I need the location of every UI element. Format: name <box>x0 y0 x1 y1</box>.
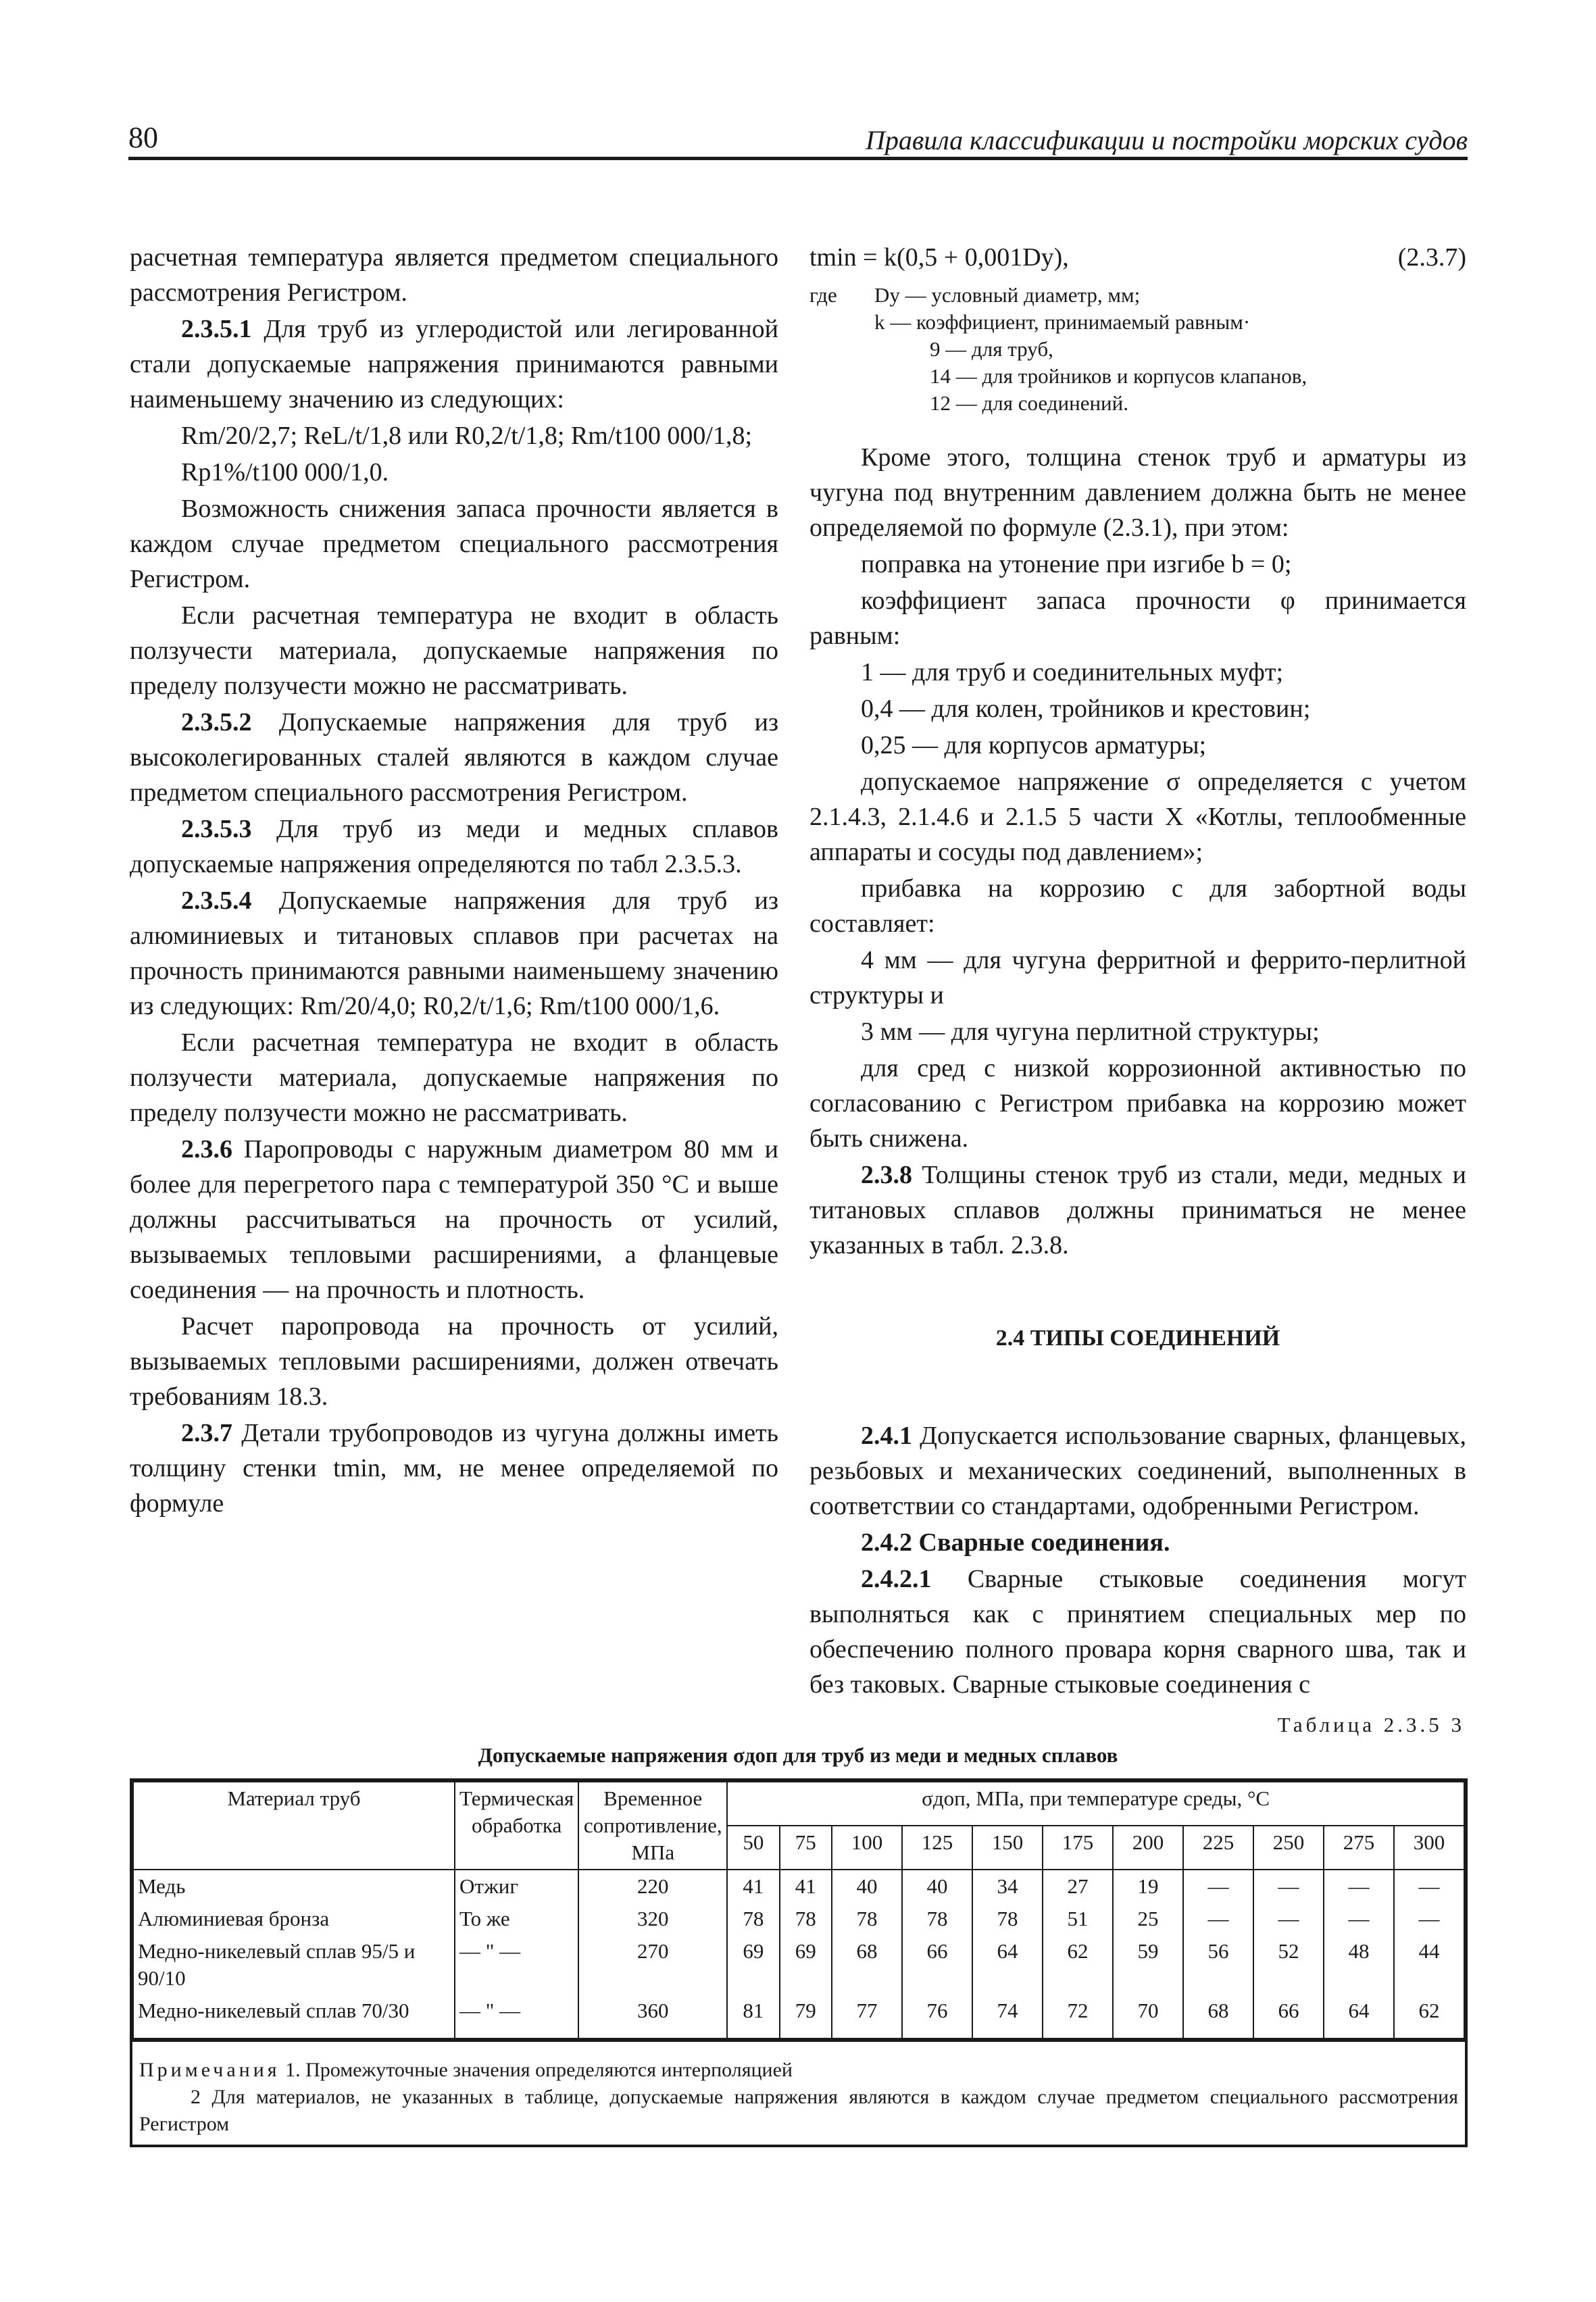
paragraph: Возможность снижения запаса прочности является в каждом случае предметом специального рассмотрения Регистром. <box>130 495 778 593</box>
cell-value: 52 <box>1253 1935 1324 1995</box>
paragraph: Если расчетная температура не входит в область ползучести материала, допускаемые напряжения по пределу ползучести можно не рассматривать. <box>130 601 778 700</box>
paragraph: Расчет паропровода на прочность от усилий, вызываемых тепловыми расширениями, должен отвечать требованиям 18.3. <box>130 1312 778 1411</box>
cell-value: 41 <box>727 1870 779 1903</box>
cell-value: 64 <box>972 1935 1043 1995</box>
cell-value: 40 <box>902 1870 972 1903</box>
paragraph: расчетная температура является предметом специального рассмотрения Регистром. <box>130 243 778 307</box>
cell-value: 69 <box>780 1935 832 1995</box>
where-block <box>809 282 1466 417</box>
clause-number: 2.3.5.2 <box>181 708 252 736</box>
where-label: где <box>809 283 837 307</box>
cell-strength: 220 <box>578 1870 727 1903</box>
header-temperature: 250 <box>1253 1826 1324 1870</box>
cell-value: 66 <box>902 1935 972 1995</box>
clause-2-3-5-1 <box>130 311 778 417</box>
header-temperature: 100 <box>832 1826 902 1870</box>
clause-number: 2.3.6 <box>181 1135 232 1163</box>
cell-value: 48 <box>1324 1935 1394 1995</box>
where-item: 14 — для тройников и корпусов клапанов, <box>930 364 1307 388</box>
cell-value: 40 <box>832 1870 902 1903</box>
table-title: Допускаемые напряжения σдоп для труб из меди и медных сплавов <box>478 1743 1118 1767</box>
cell-value: — <box>1324 1870 1394 1903</box>
cell-value: 44 <box>1394 1935 1464 1995</box>
cell-strength: 270 <box>578 1935 727 1995</box>
header-temperature: 125 <box>902 1826 972 1870</box>
cell-value: 78 <box>902 1903 972 1935</box>
cell-treatment: Отжиг <box>455 1870 578 1903</box>
clause-text: Допускаемые напряжения для труб из алюминиевых и титановых сплавов при расчетах на прочность принимаются равными наименьшему значению из следующих: Rm/20/4,0; R0,2/t/1,6; Rm/t100 000/1,6. <box>130 886 778 1020</box>
clause-text: Для труб из меди и медных сплавов допускаемые напряжения определяются по табл 2.3.5.3. <box>130 815 778 878</box>
header-temperature: 175 <box>1043 1826 1113 1870</box>
cell-value: — <box>1253 1903 1324 1935</box>
where-item: Dy — условный диаметр, мм; <box>874 283 1141 307</box>
formula-2-3-7 <box>809 240 1466 275</box>
cell-material: Медь <box>133 1870 455 1903</box>
cell-value: 41 <box>780 1870 832 1903</box>
clause-2-4-1 <box>809 1418 1466 1524</box>
cell-value: 78 <box>832 1903 902 1935</box>
cell-value: 74 <box>972 1995 1043 2038</box>
cell-value: 59 <box>1113 1935 1183 1995</box>
cell-value: 78 <box>972 1903 1043 1935</box>
header-temperature: 200 <box>1113 1826 1183 1870</box>
paragraph: прибавка на коррозию c для забортной воды составляет: <box>809 874 1466 938</box>
clause-text: Допускается использование сварных, фланцевых, резьбовых и механических соединений, выполненных в соответствии со стандартами, одобренными Регистром. <box>809 1422 1466 1520</box>
clause-number: 2.3.5.1 <box>181 315 252 343</box>
header-temperature: 300 <box>1394 1826 1464 1870</box>
cell-value: — <box>1253 1870 1324 1903</box>
header-temperature: 75 <box>780 1826 832 1870</box>
clause-number: 2.3.7 <box>181 1419 232 1447</box>
note-1 <box>139 2057 1458 2084</box>
cell-treatment: То же <box>455 1903 578 1935</box>
cell-value: 79 <box>780 1995 832 2038</box>
clause-2-3-7 <box>130 1416 778 1521</box>
cell-value: 64 <box>1324 1995 1394 2038</box>
paragraph: Кроме этого, толщина стенок труб и арматуры из чугуна под внутренним давлением должна быть не менее определяемой по формуле (2.3.1), при этом: <box>809 443 1466 542</box>
clause-number: 2.4.1 <box>861 1422 912 1450</box>
list-item: 4 мм — для чугуна ферритной и феррито-перлитной структуры и <box>809 946 1466 1009</box>
cell-value: 78 <box>727 1903 779 1935</box>
cell-value: — <box>1183 1903 1253 1935</box>
cell-value: 76 <box>902 1995 972 2038</box>
table-row <box>133 1870 1464 1903</box>
cell-value: 69 <box>727 1935 779 1995</box>
right-column <box>809 240 1466 1703</box>
clause-text: Паропроводы с наружным диаметром 80 мм и более для перегретого пара с температурой 350 °С и выше должны рассчитываться на прочность от усилий, вызываемых тепловыми расширениями, а фланцевые соединения — на прочность и плотность. <box>130 1135 778 1304</box>
formula-line: Rp1%/t100 000/1,0. <box>181 458 389 486</box>
note-2: 2 Для материалов, не указанных в таблице, допускаемые напряжения являются в каждом случае предметом специального рассмотрения Регистром <box>139 2086 1458 2135</box>
cell-value: 68 <box>832 1935 902 1995</box>
cell-value: 62 <box>1043 1935 1113 1995</box>
header-treatment: Термическая обработка <box>455 1782 578 1870</box>
header-material: Материал труб <box>133 1782 455 1870</box>
cell-value: 62 <box>1394 1995 1464 2038</box>
where-item: 12 — для соединений. <box>930 391 1128 415</box>
header-sigma: σдоп, МПа, при температуре среды, °С <box>727 1782 1464 1826</box>
paragraph: Если расчетная температура не входит в область ползучести материала, допускаемые напряжения по пределу ползучести можно не рассматривать. <box>130 1028 778 1127</box>
subsection-heading: 2.4.2 Сварные соединения. <box>861 1528 1170 1557</box>
formula-number: (2.3.7) <box>1397 243 1466 272</box>
clause-number: 2.3.5.4 <box>181 886 252 915</box>
cell-value: — <box>1324 1903 1394 1935</box>
paragraph: допускаемое напряжение σ определяется с учетом 2.1.4.3, 2.1.4.6 и 2.1.5 5 части X «Котлы, теплообменные аппараты и сосуды под давлением»; <box>809 768 1466 866</box>
clause-2-3-6 <box>130 1132 778 1307</box>
clause-2-3-5-4 <box>130 883 778 1024</box>
clause-text: Толщины стенок труб из стали, меди, медных и титановых сплавов должны приниматься не менее указанных в табл. 2.3.8. <box>809 1161 1466 1259</box>
cell-value: 25 <box>1113 1903 1183 1935</box>
header-strength: Временное сопротивление, МПа <box>578 1782 727 1870</box>
cell-strength: 320 <box>578 1903 727 1935</box>
formula-line: Rm/20/2,7; ReL/t/1,8 или R0,2/t/1,8; Rm/t100 000/1,8; <box>181 422 753 450</box>
table-notes <box>132 2039 1465 2145</box>
cell-material: Алюминиевая бронза <box>133 1903 455 1935</box>
clause-text: Допускаемые напряжения для труб из высоколегированных сталей являются в каждом случае предметом специального рассмотрения Регистром. <box>130 708 778 807</box>
cell-value: 34 <box>972 1870 1043 1903</box>
cell-value: — <box>1394 1870 1464 1903</box>
table-row <box>133 1903 1464 1935</box>
where-item: k — коэффициент, принимаемый равным· <box>874 310 1251 334</box>
paragraph: поправка на утонение при изгибе b = 0; <box>861 550 1292 578</box>
table-row <box>133 1935 1464 1995</box>
cell-value: 68 <box>1183 1995 1253 2038</box>
clause-2-3-8 <box>809 1157 1466 1263</box>
cell-value: 77 <box>832 1995 902 2038</box>
cell-value: 70 <box>1113 1995 1183 2038</box>
list-item: 3 мм — для чугуна перлитной структуры; <box>861 1018 1320 1046</box>
formula: tmin = k(0,5 + 0,001Dy), <box>809 243 1069 272</box>
clause-number: 2.3.8 <box>861 1161 912 1189</box>
cell-value: 72 <box>1043 1995 1113 2038</box>
cell-material: Медно-никелевый сплав 95/5 и 90/10 <box>133 1935 455 1995</box>
clause-2-3-5-3 <box>130 811 778 882</box>
header-rule <box>128 157 1468 160</box>
cell-value: — <box>1183 1870 1253 1903</box>
header-temperature: 225 <box>1183 1826 1253 1870</box>
notes-label: Примечания <box>139 2059 280 2081</box>
page-number: 80 <box>128 121 158 154</box>
clause-text: Сварные стыковые соединения могут выполняться как с принятием специальных мер по обеспечению полного провара корня сварного шва, так и без таковых. Сварные стыковые соединения с <box>809 1565 1466 1699</box>
clause-text: Для труб из углеродистой или легированной стали допускаемые напряжения принимаются равными наименьшему значению из следующих: <box>130 315 778 414</box>
running-title: Правила классификации и постройки морских судов <box>865 125 1468 155</box>
where-item: 9 — для труб, <box>930 337 1053 361</box>
cell-value: 56 <box>1183 1935 1253 1995</box>
paragraph: коэффициент запаса прочности φ принимается равным: <box>809 586 1466 650</box>
where-list <box>874 282 1466 417</box>
left-column <box>130 240 778 1522</box>
cell-treatment: — " — <box>455 1935 578 1995</box>
note-text: 1. Промежуточные значения определяются интерполяцией <box>280 2059 793 2081</box>
table-label: Таблица 2.3.5 3 <box>1277 1713 1465 1736</box>
cell-value: 19 <box>1113 1870 1183 1903</box>
clause-number: 2.3.5.3 <box>181 815 252 843</box>
cell-value: 51 <box>1043 1903 1113 1935</box>
cell-value: 78 <box>780 1903 832 1935</box>
cell-value: — <box>1394 1903 1464 1935</box>
header-temperature: 50 <box>727 1826 779 1870</box>
list-item: 0,4 — для колен, тройников и крестовин; <box>861 695 1311 723</box>
cell-value: 66 <box>1253 1995 1324 2038</box>
clause-2-4-2-1 <box>809 1561 1466 1702</box>
clause-number: 2.4.2.1 <box>861 1565 932 1593</box>
cell-strength: 360 <box>578 1995 727 2038</box>
cell-material: Медно-никелевый сплав 70/30 <box>133 1995 455 2038</box>
list-item: 0,25 — для корпусов арматуры; <box>861 731 1207 759</box>
cell-treatment: — " — <box>455 1995 578 2038</box>
header-temperature: 275 <box>1324 1826 1394 1870</box>
section-heading: 2.4 ТИПЫ СОЕДИНЕНИЙ <box>995 1326 1280 1351</box>
cell-value: 27 <box>1043 1870 1113 1903</box>
cell-value: 81 <box>727 1995 779 2038</box>
stress-table <box>130 1778 1468 2147</box>
table-row <box>133 1995 1464 2038</box>
header-temperature: 150 <box>972 1826 1043 1870</box>
list-item: 1 — для труб и соединительных муфт; <box>861 658 1284 686</box>
clause-2-3-5-2 <box>130 705 778 810</box>
clause-text: Детали трубопроводов из чугуна должны иметь толщину стенки tmin, мм, не менее определяемой по формуле <box>130 1419 778 1518</box>
paragraph: для сред с низкой коррозионной активностью по согласованию с Регистром прибавка на коррозию может быть снижена. <box>809 1054 1466 1153</box>
